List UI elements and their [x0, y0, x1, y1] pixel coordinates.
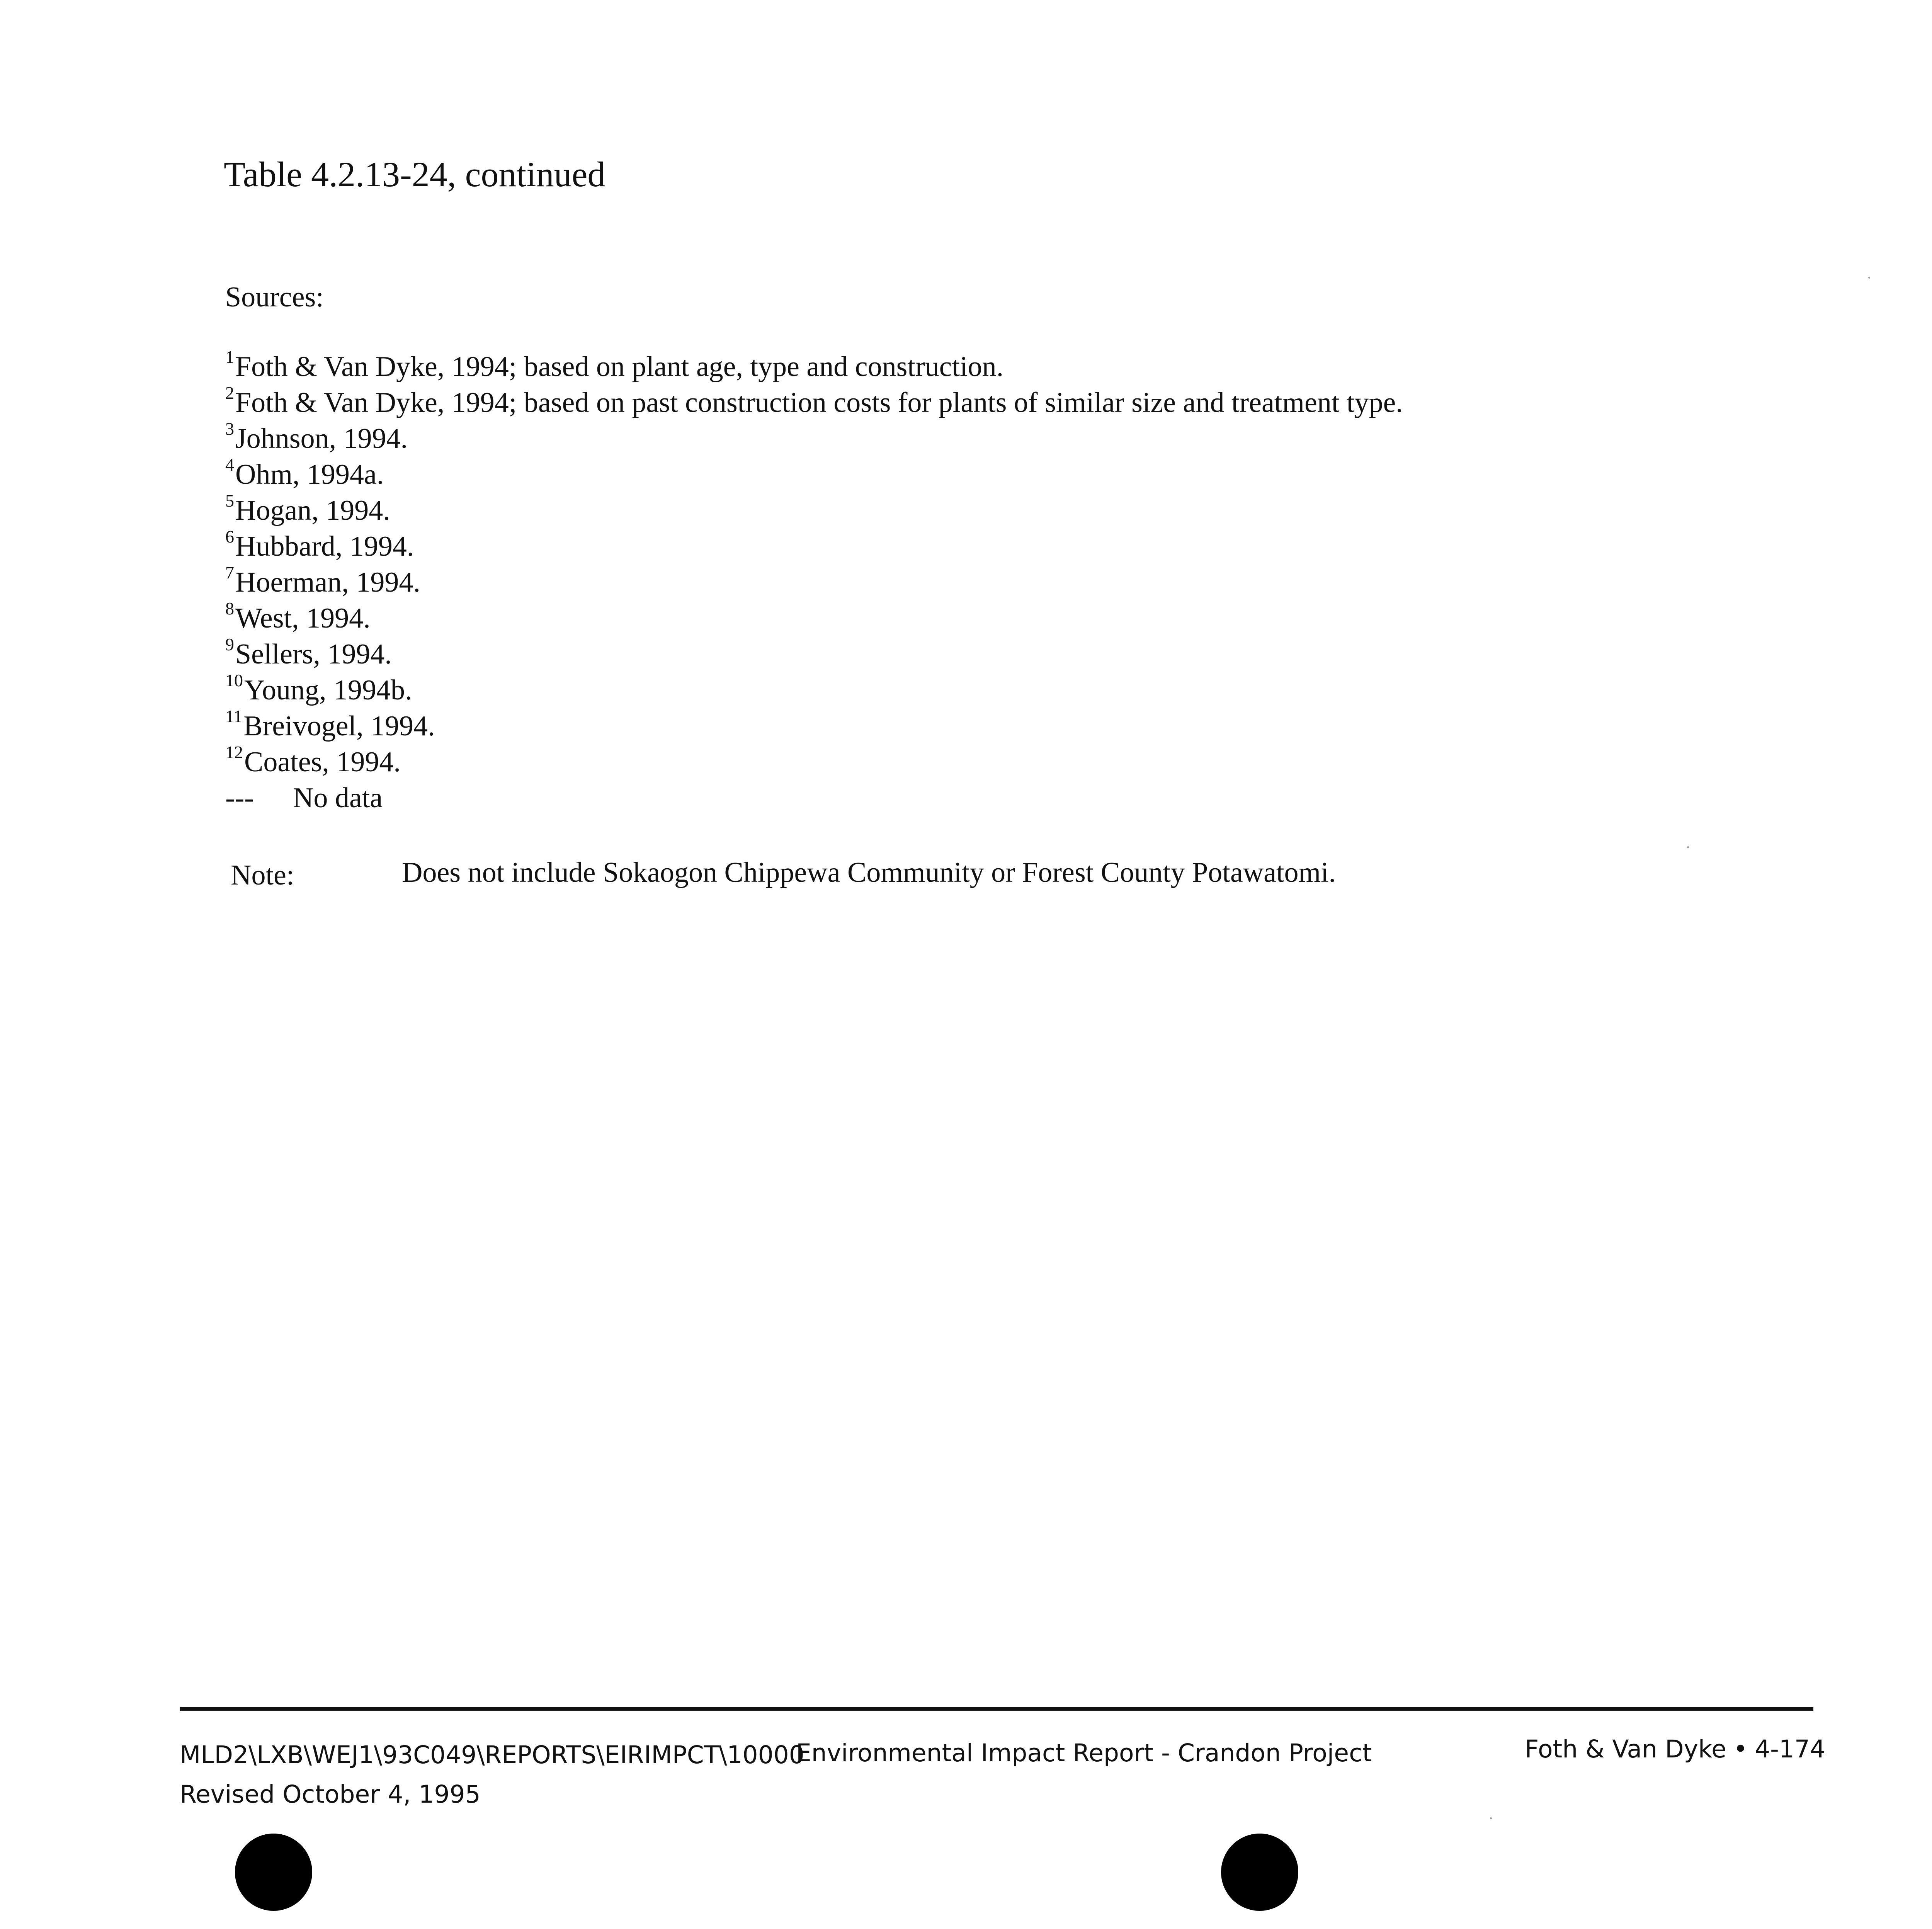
source-text: Sellers, 1994.	[235, 638, 392, 670]
source-item	[225, 565, 1403, 600]
note-text: Does not include Sokaogon Chippewa Community or Forest County Potawatomi.	[402, 857, 1336, 888]
source-text: Foth & Van Dyke, 1994; based on plant age, type and construction.	[235, 351, 1004, 383]
source-text: Young, 1994b.	[244, 674, 412, 706]
source-item	[225, 600, 1403, 636]
source-text: Hogan, 1994.	[235, 495, 390, 526]
source-footnote-mark: 5	[225, 491, 234, 511]
footer-divider	[180, 1707, 1813, 1711]
source-item	[225, 421, 1403, 457]
source-text: Ohm, 1994a.	[235, 459, 384, 490]
footer-company: Foth & Van Dyke	[1525, 1735, 1726, 1763]
sources-list	[225, 349, 1403, 816]
footer-page-reference	[1525, 1737, 1825, 1761]
source-text: West, 1994.	[235, 602, 371, 634]
source-text: Hubbard, 1994.	[235, 531, 414, 562]
footer-revised-date: Revised October 4, 1995	[180, 1780, 481, 1808]
footer-file-path: MLD2\LXB\WEJ1\93C049\REPORTS\EIRIMPCT\10000	[180, 1741, 804, 1769]
footer-project-title: Environmental Impact Report - Crandon Project	[796, 1739, 1372, 1767]
source-text: Johnson, 1994.	[235, 423, 408, 454]
no-data-text: No data	[293, 782, 383, 814]
source-footnote-mark: 1	[225, 347, 234, 367]
source-footnote-mark: 6	[225, 527, 234, 547]
footer-page-number: 4-174	[1755, 1735, 1826, 1763]
source-footnote-mark: 3	[225, 419, 234, 439]
punch-hole	[1221, 1834, 1298, 1911]
sources-heading: Sources:	[225, 281, 324, 313]
source-footnote-mark: 12	[225, 742, 243, 762]
source-item	[225, 385, 1403, 421]
table-title: Table 4.2.13-24, continued	[224, 155, 605, 194]
scan-speck	[1687, 846, 1689, 848]
footer-bullet: •	[1733, 1735, 1748, 1763]
source-item	[225, 529, 1403, 565]
note-label: Note:	[231, 859, 294, 891]
source-footnote-mark: 8	[225, 599, 234, 619]
source-item	[225, 493, 1403, 529]
source-item	[225, 636, 1403, 672]
source-item	[225, 349, 1403, 385]
source-text: Hoerman, 1994.	[235, 566, 420, 598]
no-data-symbol: ---	[225, 782, 254, 814]
source-text: Coates, 1994.	[244, 746, 401, 778]
source-footnote-mark: 9	[225, 634, 234, 655]
source-item	[225, 672, 1403, 708]
source-footnote-mark: 2	[225, 383, 234, 403]
punch-hole	[235, 1834, 312, 1911]
source-text: Breivogel, 1994.	[243, 710, 435, 742]
source-item	[225, 708, 1403, 744]
scan-speck	[1490, 1817, 1492, 1819]
source-text: Foth & Van Dyke, 1994; based on past construction costs for plants of similar size and treatment type.	[235, 387, 1403, 418]
source-item	[225, 744, 1403, 780]
source-item	[225, 457, 1403, 493]
source-footnote-mark: 11	[225, 706, 243, 726]
source-footnote-mark: 10	[225, 670, 243, 691]
source-footnote-mark: 4	[225, 455, 234, 475]
no-data-legend	[225, 780, 1403, 816]
source-footnote-mark: 7	[225, 563, 234, 583]
scan-speck	[1868, 277, 1870, 279]
